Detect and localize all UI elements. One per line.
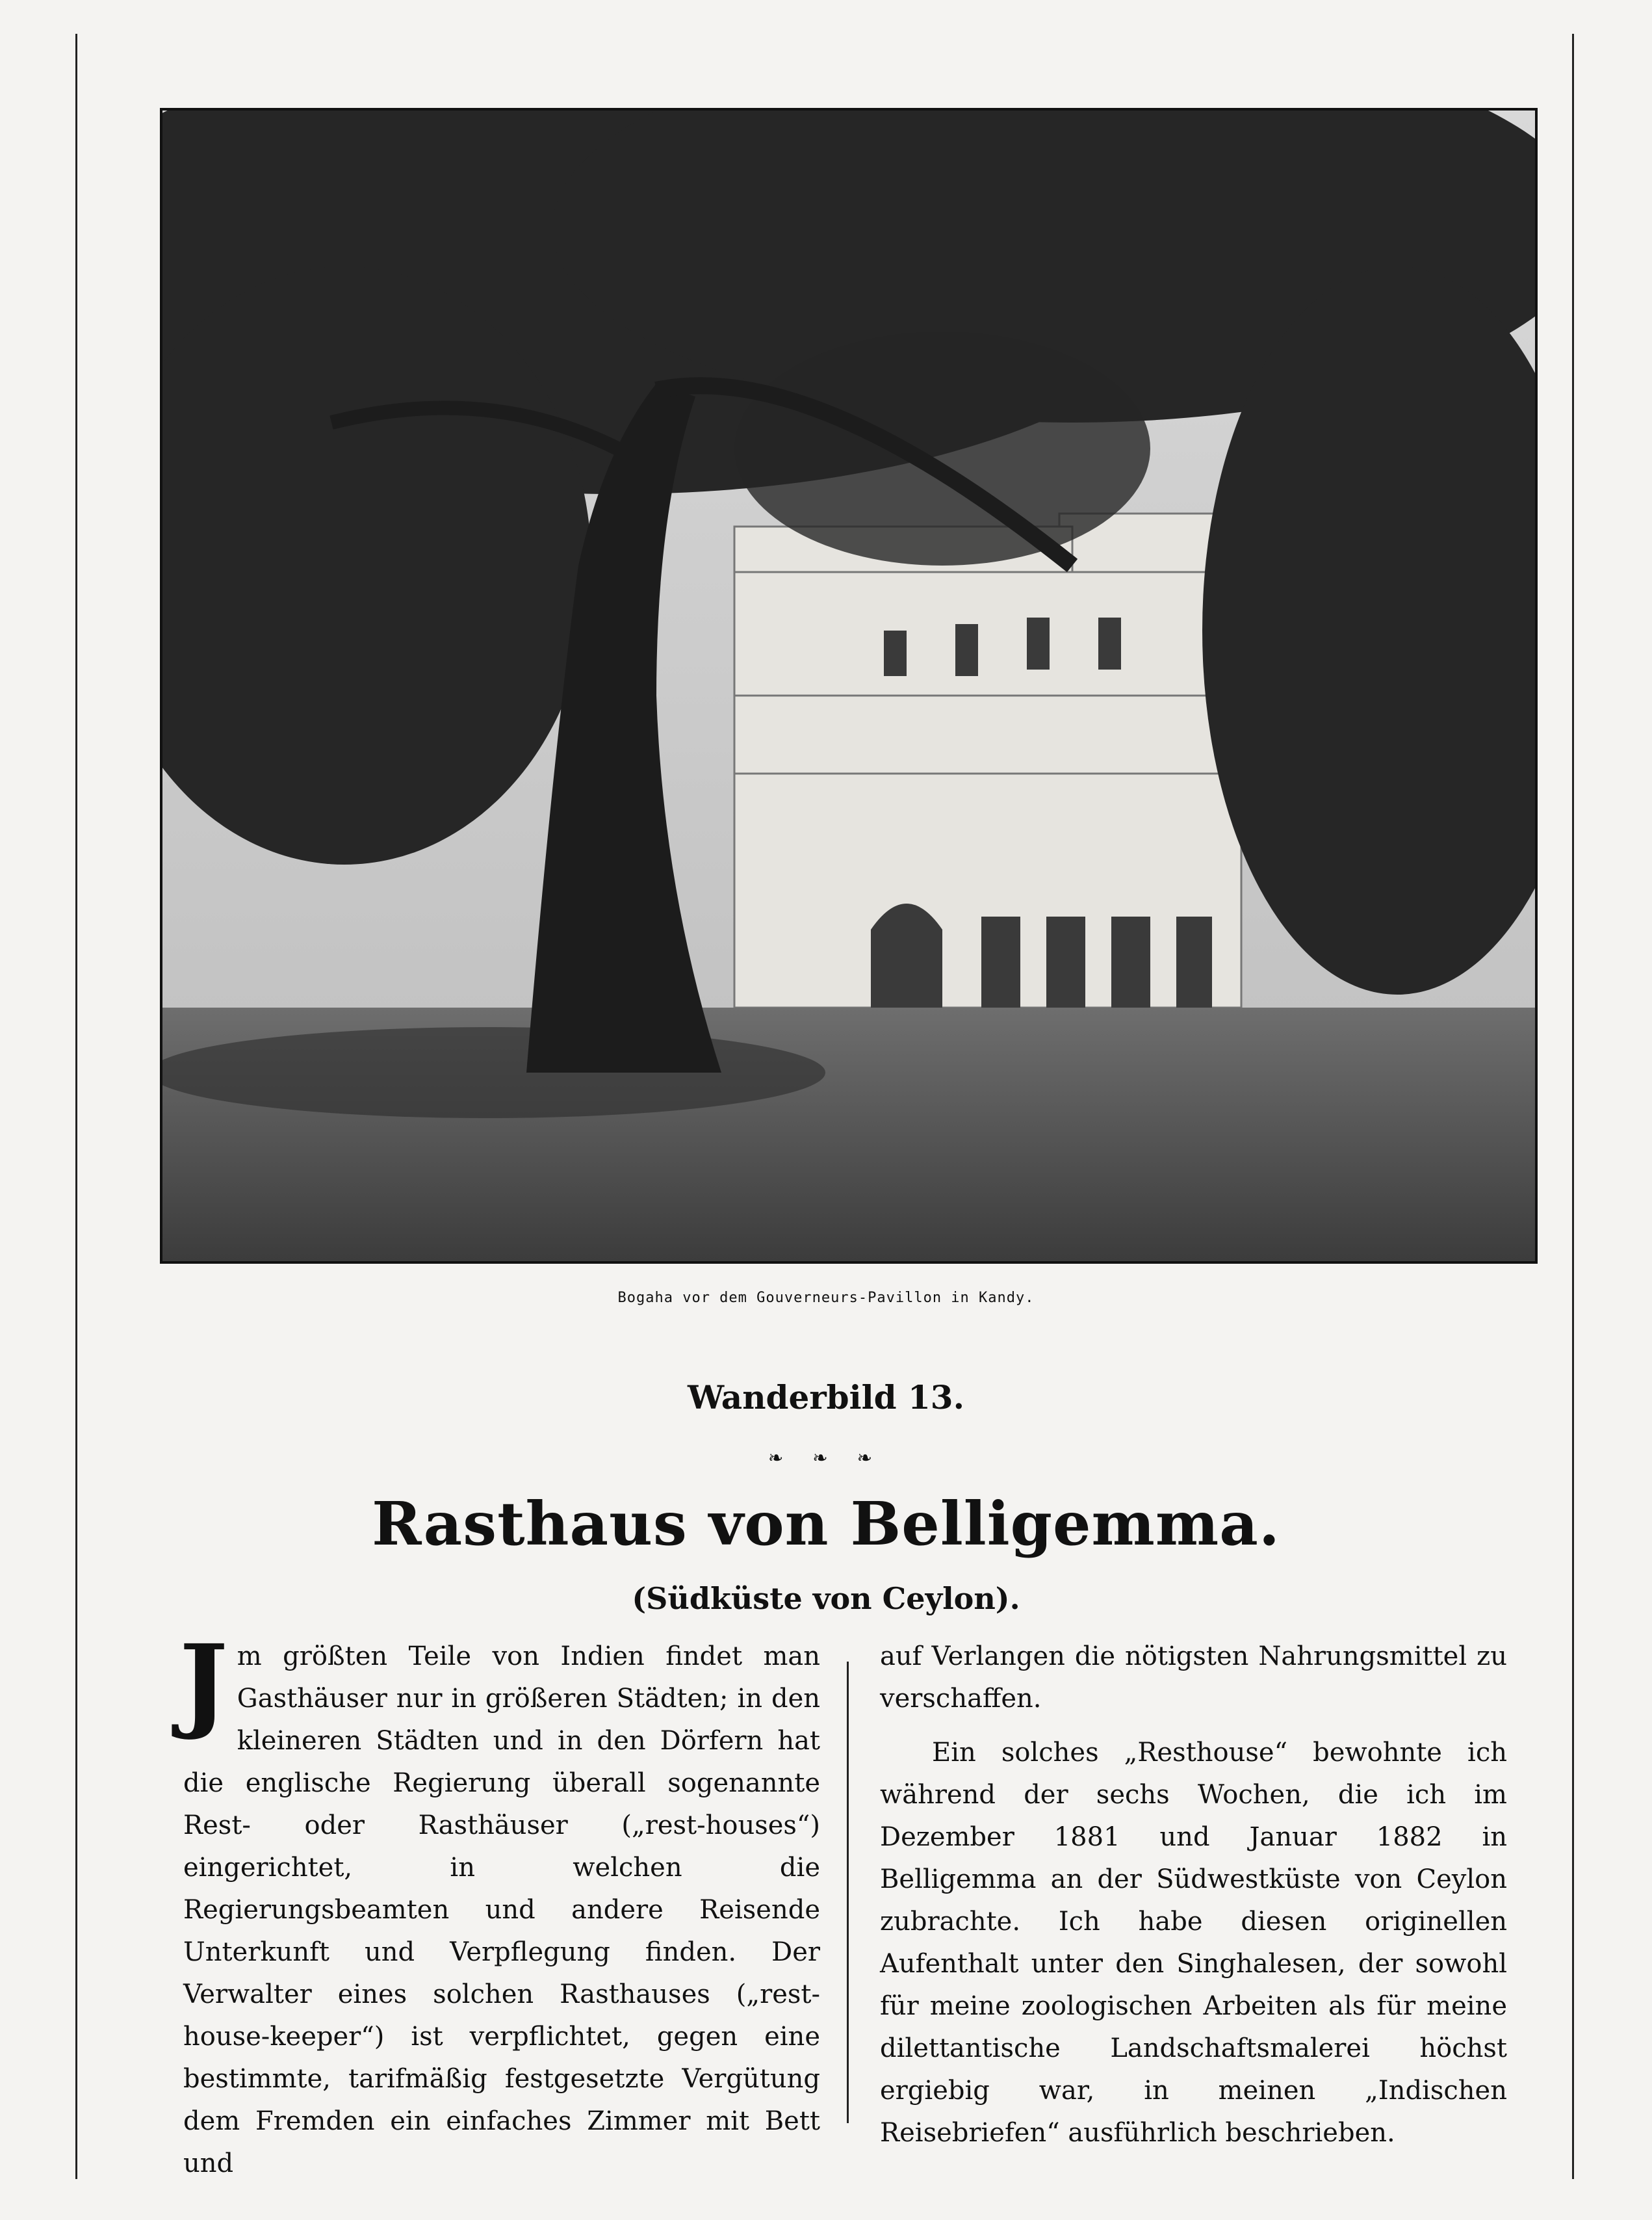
text-column-left <box>179 1623 820 2185</box>
series-title: Wanderbild 13. <box>688 1378 964 1417</box>
text-column-right <box>880 1636 1507 2154</box>
drop-cap: J <box>179 1623 228 1743</box>
photo-illustration <box>162 111 1535 1261</box>
paragraph: Ein solches „Resthouse“ bewohnte ich während der sechs Wochen, die ich im Dezember 1881 und Januar 1882 in Belligemma an der Südwestküste von Ceylon zubrachte. Ich habe diesen originellen Aufenthalt unter den Singhalesen, der sowohl für meine zoologischen Arbeiten als für meine dilettantische Landschaftsmalerei höchst ergiebig war, in meinen „Indischen Reisebriefen“ ausführlich beschrieben. <box>880 1738 1507 2148</box>
paragraph: auf Verlangen die nötigsten Nahrungsmittel zu verschaffen. <box>880 1641 1507 1714</box>
photo <box>160 108 1538 1264</box>
paragraph: m größten Teile von Indien findet man Gasthäuser nur in größeren Städten; in den kleineren Städten und in den Dörfern hat die englische Regierung überall sogenannte Rest- oder Rasthäuser („rest-houses“) eingerichtet, in welchen die Regierungsbeamten und andere Reisende Unterkunft und Verpflegung finden. Der Verwalter eines solchen Rasthauses („rest-house-keeper“) ist verpflichtet, gegen eine bestimmte, tarifmäßig festgesetzte Vergütung dem Fremden ein einfaches Zimmer mit Bett und <box>183 1641 820 2178</box>
page-title: Rasthaus von Belligemma. <box>372 1489 1280 1559</box>
column-divider <box>847 1662 849 2123</box>
ornament-divider: ❧ ❧ ❧ <box>768 1447 884 1469</box>
page-subtitle: (Südküste von Ceylon). <box>632 1581 1020 1616</box>
photo-caption: Bogaha vor dem Gouverneurs-Pavillon in Kandy. <box>617 1290 1035 1306</box>
